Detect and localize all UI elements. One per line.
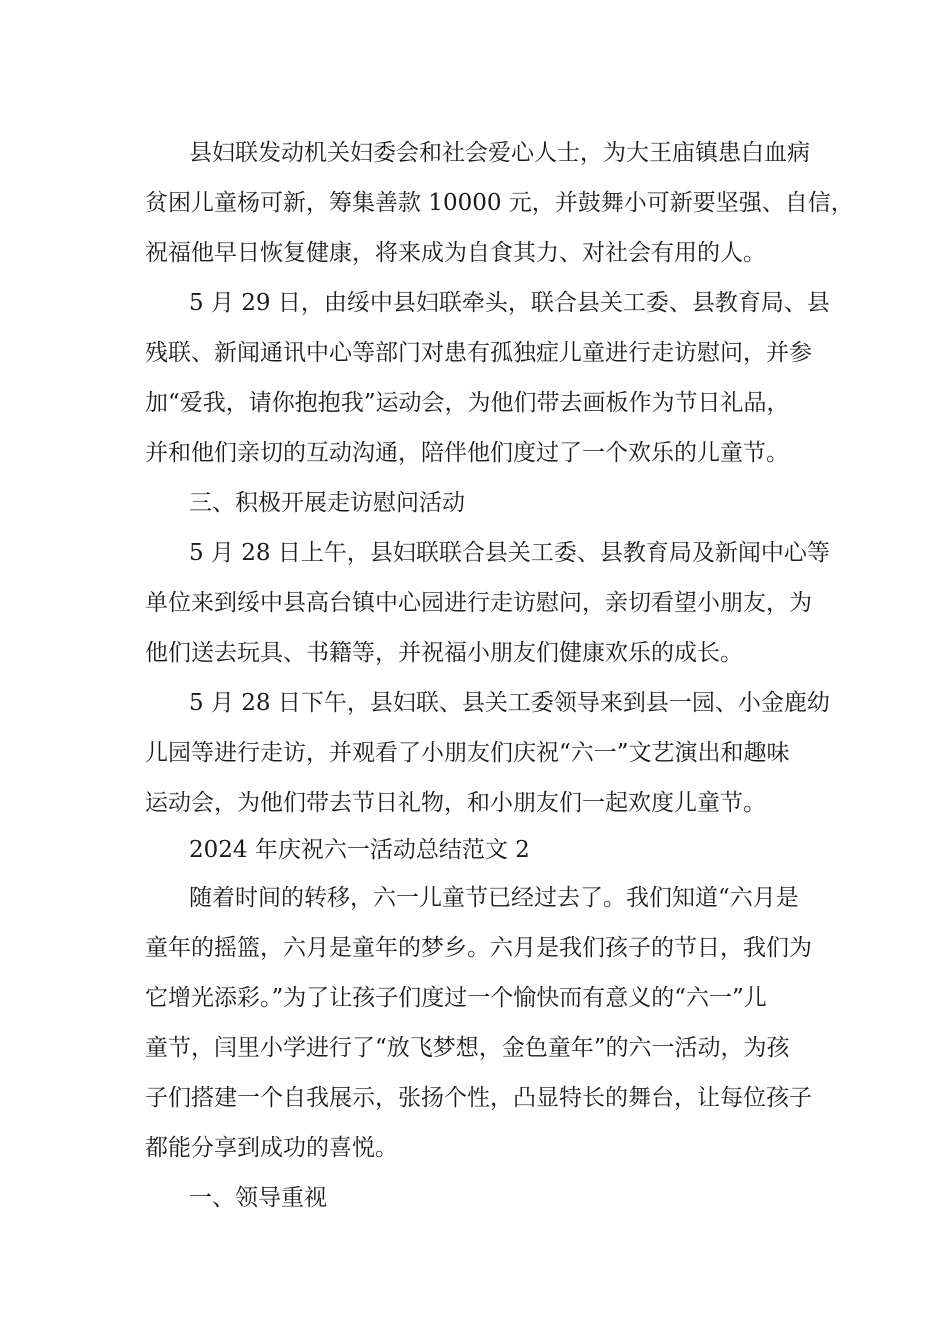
text-line-10: 单位来到绥中县高台镇中心园进行走访慰问，亲切看望小朋友，为	[145, 590, 812, 616]
text-line-21: 都能分享到成功的喜悦。	[145, 1135, 398, 1161]
text-line-16: 随着时间的转移，六一儿童节已经过去了。我们知道“六月是	[189, 885, 799, 911]
text-line-7: 并和他们亲切的互动沟通，陪伴他们度过了一个欢乐的儿童节。	[145, 440, 789, 466]
text-line-20: 子们搭建一个自我展示，张扬个性，凸显特长的舞台，让每位孩子	[145, 1085, 812, 1111]
text-line-2: 贫困儿童杨可新，筹集善款 10000 元，并鼓舞小可新要坚强、自信，	[145, 190, 854, 216]
article-title-2: 2024 年庆祝六一活动总结范文 2	[189, 837, 530, 863]
text-line-11: 他们送去玩具、书籍等，并祝福小朋友们健康欢乐的成长。	[145, 640, 743, 666]
text-line-4: 5 月 29 日，由绥中县妇联牵头，联合县关工委、县教育局、县	[189, 290, 830, 316]
text-line-5: 残联、新闻通讯中心等部门对患有孤独症儿童进行走访慰问，并参	[145, 340, 812, 366]
text-line-17: 童年的摇篮，六月是童年的梦乡。六月是我们孩子的节日，我们为	[145, 935, 812, 961]
text-line-6: 加“爱我，请你抱抱我”运动会，为他们带去画板作为节日礼品，	[145, 390, 790, 416]
text-line-13: 儿园等进行走访，并观看了小朋友们庆祝“六一”文艺演出和趣味	[145, 740, 790, 766]
text-line-9: 5 月 28 日上午，县妇联联合县关工委、县教育局及新闻中心等	[189, 540, 830, 566]
section-heading-3: 三、积极开展走访慰问活动	[189, 490, 465, 516]
text-line-18: 它增光添彩。”为了让孩子们度过一个愉快而有意义的“六一”儿	[145, 985, 767, 1011]
text-line-14: 运动会，为他们带去节日礼物，和小朋友们一起欢度儿童节。	[145, 790, 766, 816]
text-line-3: 祝福他早日恢复健康，将来成为自食其力、对社会有用的人。	[145, 240, 766, 266]
text-line-1: 县妇联发动机关妇委会和社会爱心人士，为大王庙镇患白血病	[189, 140, 810, 166]
text-line-12: 5 月 28 日下午，县妇联、县关工委领导来到县一园、小金鹿幼	[189, 690, 830, 716]
text-line-19: 童节，闫里小学进行了“放飞梦想，金色童年”的六一活动，为孩	[145, 1035, 790, 1061]
section-heading-1: 一、领导重视	[189, 1185, 327, 1211]
